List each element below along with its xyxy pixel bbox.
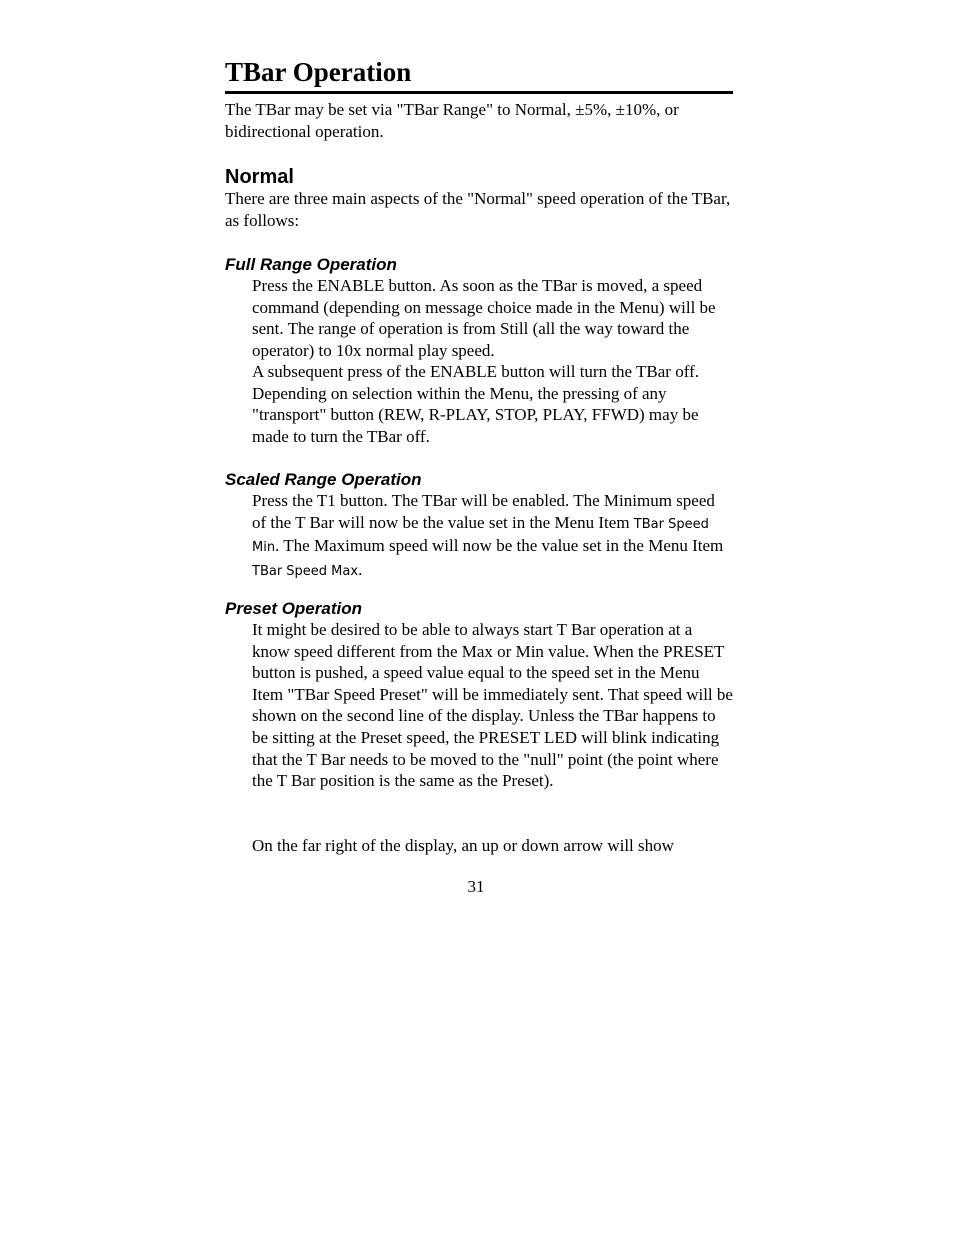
scaled-text-a: Press the T1 button. The TBar will be enabled. The Minimum speed of the T Bar will now be the value set in the Menu Item xyxy=(252,491,715,532)
menu-item-tbar-speed-min: TBar Speed Min xyxy=(252,516,709,556)
preset-paragraph-1: It might be desired to be able to always start T Bar operation at a know speed different from the Max or Min value. When the PRESET button is pushed, a speed value equal to the speed set in the Menu Item "TBar Speed Preset" will be immediately sent. That speed will be shown on the second line of the display. Unless the TBar happens to be sitting at the Preset speed, the PRESET LED will blink indicating that the T Bar needs to be moved to the "null" point (the point where the T Bar position is the same as the Preset). xyxy=(252,620,733,791)
scaled-text-c: . xyxy=(358,559,363,579)
scaled-range-heading: Scaled Range Operation xyxy=(225,470,422,489)
full-range-paragraph-1: Press the ENABLE button. As soon as the TBar is moved, a speed command (depending on message choice made in the Menu) will be sent. The range of operation is from Still (all the way toward the operator) to 10x normal play speed. xyxy=(252,276,716,360)
preset-paragraph-2: On the far right of the display, an up or down arrow will show xyxy=(252,836,674,855)
page-title: TBar Operation xyxy=(225,57,412,87)
normal-paragraph: There are three main aspects of the "Normal" speed operation of the TBar, as follows: xyxy=(225,189,731,230)
title-rule xyxy=(225,91,733,94)
scaled-range-paragraph xyxy=(252,490,733,582)
intro-paragraph: The TBar may be set via "TBar Range" to Normal, ±5%, ±10%, or bidirectional operation. xyxy=(225,100,679,141)
normal-heading: Normal xyxy=(225,166,294,188)
page-number: 31 xyxy=(467,877,485,896)
preset-heading: Preset Operation xyxy=(225,599,362,618)
full-range-paragraph-2: A subsequent press of the ENABLE button will turn the TBar off. Depending on selection within the Menu, the pressing of any "transport" button (REW, R-PLAY, STOP, PLAY, FFWD) may be made to turn the TBar off. xyxy=(252,362,699,446)
full-range-heading: Full Range Operation xyxy=(225,255,397,274)
scaled-text-b: . The Maximum speed will now be the value set in the Menu Item xyxy=(275,536,724,556)
menu-item-tbar-speed-max: TBar Speed Max xyxy=(252,563,359,579)
